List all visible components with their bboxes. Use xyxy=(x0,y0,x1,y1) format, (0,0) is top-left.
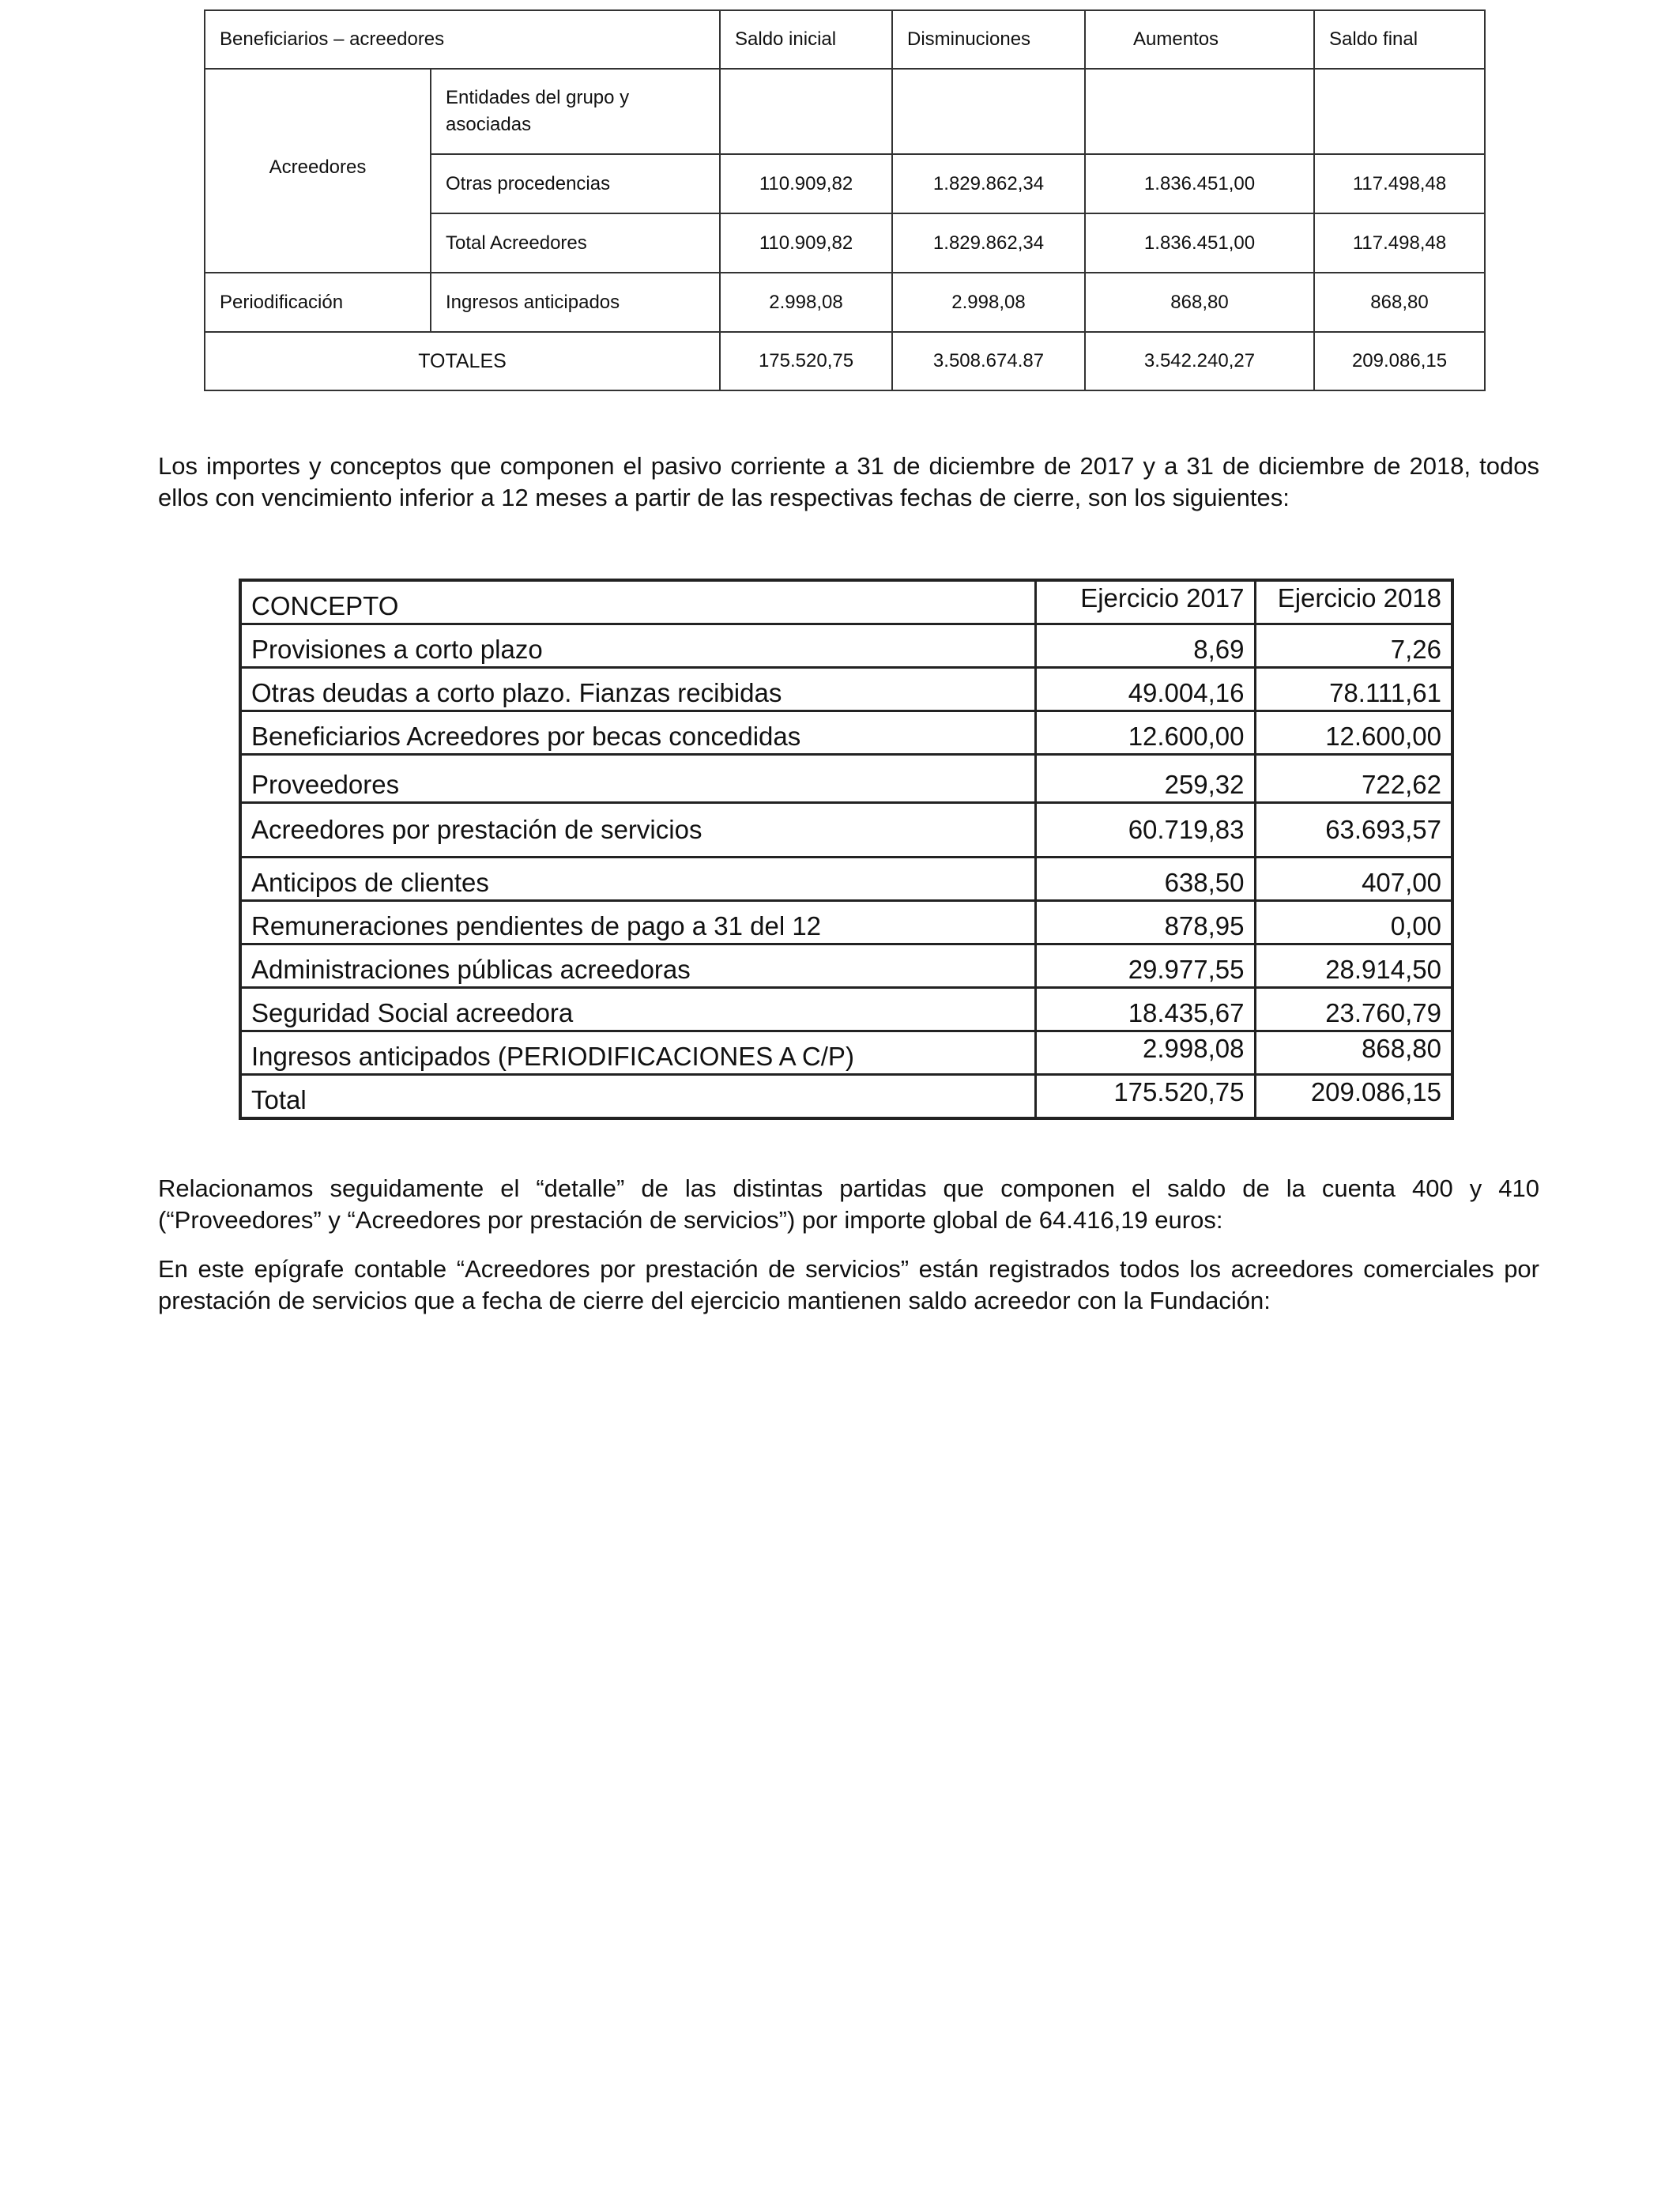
value-2018: 12.600,00 xyxy=(1255,711,1452,755)
concept-cell: Remuneraciones pendientes de pago a 31 del 12 xyxy=(240,901,1035,944)
table-row xyxy=(240,1031,1452,1075)
header-ejercicio-2018: Ejercicio 2018 xyxy=(1255,580,1452,624)
header-saldo-final: Saldo final xyxy=(1314,10,1485,69)
cell-value: 3.542.240,27 xyxy=(1085,332,1314,390)
value-2017: 49.004,16 xyxy=(1035,668,1255,711)
table-row xyxy=(240,624,1452,668)
total-label: Total xyxy=(240,1075,1035,1119)
totales-row xyxy=(205,332,1485,390)
row-label: Total Acreedores xyxy=(431,213,720,273)
total-row xyxy=(240,1075,1452,1119)
row-label: Otras procedencias xyxy=(431,154,720,213)
cell-value: 2.998,08 xyxy=(892,273,1085,332)
value-2017: 878,95 xyxy=(1035,901,1255,944)
cell-value: 868,80 xyxy=(1085,273,1314,332)
header-disminuciones: Disminuciones xyxy=(892,10,1085,69)
cell-value: 175.520,75 xyxy=(720,332,892,390)
value-2018: 722,62 xyxy=(1255,755,1452,803)
header-saldo-inicial: Saldo inicial xyxy=(720,10,892,69)
table-row xyxy=(240,901,1452,944)
table-row xyxy=(240,858,1452,901)
concept-cell: Administraciones públicas acreedoras xyxy=(240,944,1035,988)
cell-value: 117.498,48 xyxy=(1314,154,1485,213)
value-2018: 78.111,61 xyxy=(1255,668,1452,711)
table-row xyxy=(240,944,1452,988)
cell-value xyxy=(892,69,1085,154)
cell-value xyxy=(720,69,892,154)
table-header-row xyxy=(240,580,1452,624)
table-row xyxy=(240,711,1452,755)
value-2017: 12.600,00 xyxy=(1035,711,1255,755)
cell-value: 1.836.451,00 xyxy=(1085,154,1314,213)
cell-value: 110.909,82 xyxy=(720,154,892,213)
cell-value: 110.909,82 xyxy=(720,213,892,273)
table-row xyxy=(240,668,1452,711)
beneficiarios-acreedores-table xyxy=(204,9,1486,391)
header-beneficiarios: Beneficiarios – acreedores xyxy=(205,10,720,69)
cell-value: 1.829.862,34 xyxy=(892,154,1085,213)
concept-cell: Seguridad Social acreedora xyxy=(240,988,1035,1031)
header-aumentos: Aumentos xyxy=(1085,10,1314,69)
value-2018: 23.760,79 xyxy=(1255,988,1452,1031)
concept-cell: Proveedores xyxy=(240,755,1035,803)
concept-cell: Otras deudas a corto plazo. Fianzas recibidas xyxy=(240,668,1035,711)
table-row xyxy=(240,755,1452,803)
paragraph-detalle-cuentas: Relacionamos seguidamente el “detalle” de las distintas partidas que componen el saldo de la cuenta 400 y 410 (“Proveedores” y “Acreedores por prestación de servicios”) por importe global de 64.416,19 euros: xyxy=(158,1174,1539,1234)
cell-value: 3.508.674.87 xyxy=(892,332,1085,390)
cell-value: 1.836.451,00 xyxy=(1085,213,1314,273)
total-2018: 209.086,15 xyxy=(1255,1075,1452,1119)
value-2017: 2.998,08 xyxy=(1035,1031,1255,1075)
paragraph-acreedores-servicios: En este epígrafe contable “Acreedores por prestación de servicios” están registrados todos los acreedores comerciales por prestación de servicios que a fecha de cierre del ejercicio mantienen saldo acreedor con la Fundación: xyxy=(158,1255,1539,1314)
acreedores-group-label: Acreedores xyxy=(205,69,431,273)
table-header-row xyxy=(205,10,1485,69)
totales-label: TOTALES xyxy=(205,332,720,390)
value-2018: 63.693,57 xyxy=(1255,803,1452,858)
cell-value: 2.998,08 xyxy=(720,273,892,332)
value-2018: 28.914,50 xyxy=(1255,944,1452,988)
value-2018: 0,00 xyxy=(1255,901,1452,944)
value-2017: 259,32 xyxy=(1035,755,1255,803)
value-2017: 60.719,83 xyxy=(1035,803,1255,858)
concept-cell: Acreedores por prestación de servicios xyxy=(240,803,1035,858)
row-label: Entidades del grupo y asociadas xyxy=(431,69,720,154)
cell-value: 209.086,15 xyxy=(1314,332,1485,390)
total-2017: 175.520,75 xyxy=(1035,1075,1255,1119)
value-2018: 7,26 xyxy=(1255,624,1452,668)
cell-value: 868,80 xyxy=(1314,273,1485,332)
table-row xyxy=(205,69,1485,154)
cell-value xyxy=(1314,69,1485,154)
value-2017: 638,50 xyxy=(1035,858,1255,901)
value-2017: 18.435,67 xyxy=(1035,988,1255,1031)
cell-value xyxy=(1085,69,1314,154)
pasivo-corriente-table xyxy=(239,579,1454,1120)
concept-cell: Ingresos anticipados (PERIODIFICACIONES A C/P) xyxy=(240,1031,1035,1075)
value-2018: 407,00 xyxy=(1255,858,1452,901)
value-2017: 8,69 xyxy=(1035,624,1255,668)
concept-cell: Anticipos de clientes xyxy=(240,858,1035,901)
table-row xyxy=(205,273,1485,332)
table-row xyxy=(240,988,1452,1031)
value-2017: 29.977,55 xyxy=(1035,944,1255,988)
header-ejercicio-2017: Ejercicio 2017 xyxy=(1035,580,1255,624)
concept-cell: Provisiones a corto plazo xyxy=(240,624,1035,668)
header-concepto: CONCEPTO xyxy=(240,580,1035,624)
concept-cell: Beneficiarios Acreedores por becas concedidas xyxy=(240,711,1035,755)
cell-value: 117.498,48 xyxy=(1314,213,1485,273)
periodificacion-group-label: Periodificación xyxy=(205,273,431,332)
cell-value: 1.829.862,34 xyxy=(892,213,1085,273)
value-2018: 868,80 xyxy=(1255,1031,1452,1075)
table-row xyxy=(240,803,1452,858)
paragraph-pasivo-corriente: Los importes y conceptos que componen el pasivo corriente a 31 de diciembre de 2017 y a 31 de diciembre de 2018, todos ellos con vencimiento inferior a 12 meses a partir de las respectivas fechas de cierre, son los siguientes: xyxy=(158,452,1539,511)
row-label: Ingresos anticipados xyxy=(431,273,720,332)
